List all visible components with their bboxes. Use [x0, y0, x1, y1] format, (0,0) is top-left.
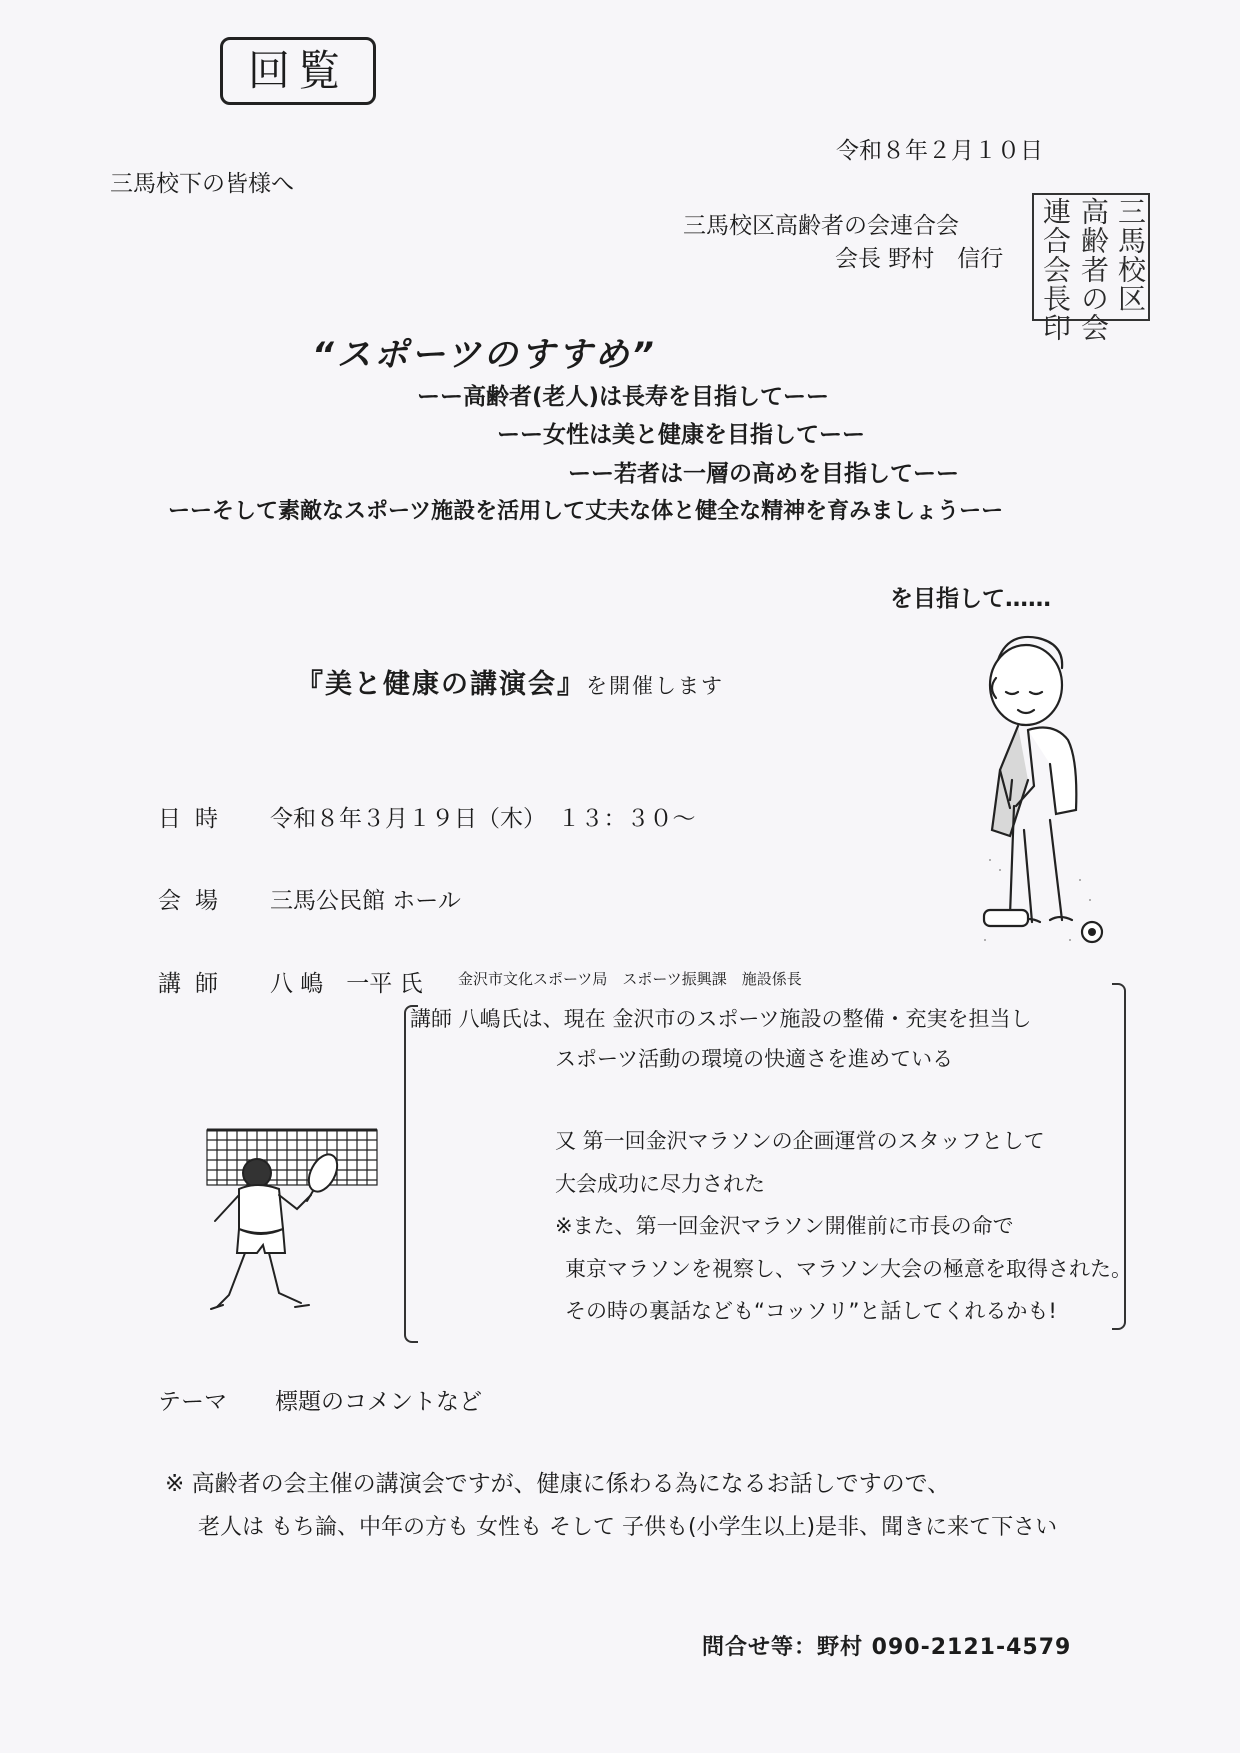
sender-president: 会長 野村 信行 [835, 246, 1004, 272]
sender-organization: 三馬校区高齢者の会連合会 [683, 213, 959, 239]
bio-line-3: 又 第一回金沢マラソンの企画運営のスタッフとして [555, 1129, 1045, 1153]
contact-info: 問合せ等：野村 090-2121-4579 [702, 1635, 1072, 1660]
bio-line-6: 東京マラソンを視察し、マラソン大会の極意を取得された。 [565, 1257, 1132, 1281]
datetime-label: 日時 [158, 806, 232, 832]
note-line-1: ※ 高齢者の会主催の講演会ですが、健康に係わる為になるお話しですので、 [165, 1471, 951, 1497]
slogan-line-1: ーー高齢者(老人)は長寿を目指してーー [417, 384, 830, 410]
slogan-line-3: ーー若者は一層の高めを目指してーー [568, 461, 959, 487]
bio-line-1: 講師 八嶋氏は、現在 金沢市のスポーツ施設の整備・充実を担当し [410, 1007, 1032, 1031]
theme-value: 標題のコメントなど [275, 1389, 482, 1415]
slogan-line-4: ーーそして素敵なスポーツ施設を活用して丈夫な体と健全な精神を育みましょうーー [168, 499, 1004, 524]
bio-line-4: 大会成功に尽力された [555, 1172, 765, 1196]
seal-column-2: 高齢者の会 [1077, 197, 1110, 342]
theme-label: テーマ [158, 1389, 227, 1415]
issue-date: 令和８年２月１０日 [836, 138, 1043, 164]
venue-label: 会場 [158, 888, 232, 914]
circular-stamp: 回覧 [220, 37, 376, 105]
lecturer-title: 金沢市文化スポーツ局 スポーツ振興課 施設係長 [458, 970, 802, 988]
bio-line-5: ※また、第一回金沢マラソン開催前に市長の命で [555, 1214, 1014, 1238]
bio-line-2: スポーツ活動の環境の快適さを進めている [555, 1047, 954, 1071]
seal-column-1: 三馬校区 [1114, 197, 1147, 313]
venue-value: 三馬公民館 ホール [270, 888, 461, 914]
note-line-2: 老人は もち論、中年の方も 女性も そして 子供も(小学生以上)是非、聞きに来て下さい [198, 1515, 1058, 1540]
lecturer-name: 八 嶋 一平 氏 [270, 971, 423, 997]
lecturer-label: 講師 [158, 971, 232, 997]
seal-column-3: 連合会長印 [1039, 197, 1072, 342]
datetime-value: 令和８年３月１９日（木） １３：３０～ [270, 806, 696, 832]
official-seal [1032, 193, 1150, 342]
event-title-main: 『美と健康の講演会』 [296, 669, 586, 700]
tennis-player-illustration [195, 1125, 405, 1345]
bio-bracket-left [404, 1005, 418, 1343]
slogan-closing: を目指して…… [890, 586, 1051, 612]
recipient: 三馬校下の皆様へ [110, 171, 294, 197]
elderly-gateball-player-illustration [970, 630, 1120, 960]
event-title [296, 662, 724, 701]
slogan-line-2: ーー女性は美と健康を目指してーー [497, 422, 865, 448]
event-title-suffix: を開催します [586, 674, 724, 698]
slogan-title: “スポーツのすすめ” [312, 335, 657, 375]
bio-line-7: その時の裏話なども“コッソリ”と話してくれるかも! [565, 1299, 1057, 1323]
